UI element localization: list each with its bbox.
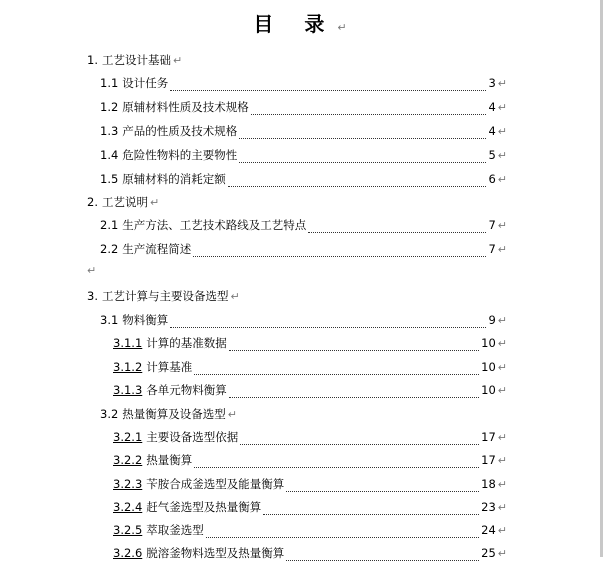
paragraph-mark-icon: ↵ [497,77,507,90]
toc-entry[interactable] [113,545,507,561]
toc-entry-label: 热量衡算及设备选型 [122,407,226,421]
dot-leader [286,481,479,492]
dot-leader [206,527,479,538]
toc-entry-page-number: 17 [481,430,496,444]
page-title: 目 录↵ [253,12,347,36]
toc-entry-label: 萃取釜选型 [146,523,204,537]
paragraph-mark-icon: ↵ [497,501,507,514]
toc-entry[interactable] [113,359,507,375]
toc-entry-number: 2.1 [100,218,119,232]
toc-entry-page-number: 7 [488,242,496,256]
toc-entry-page-number: 25 [481,546,496,560]
toc-entry-number: 3.1 [100,313,119,327]
dot-leader [308,222,486,233]
dot-leader [229,340,479,351]
toc-entry-label: 产品的性质及技术规格 [122,124,238,138]
paragraph-mark-icon: ↵ [172,54,183,67]
toc-entry-label: 原辅材料的消耗定额 [122,172,226,186]
toc-entry[interactable] [87,194,159,210]
toc-entry-label: 计算基准 [146,360,193,374]
paragraph-mark-icon: ↵ [497,149,507,162]
toc-entry-page-number: 17 [481,453,496,467]
paragraph-mark-icon: ↵ [497,547,507,560]
paragraph-mark-icon: ↵ [497,101,507,114]
dot-leader [194,364,479,375]
toc-entry-page-number: 6 [488,172,496,186]
toc-entry-number: 2.2 [100,242,119,256]
toc-entry-number: 1.3 [100,124,119,138]
paragraph-mark-icon: ↵ [337,21,347,34]
toc-entry-label: 原辅材料性质及技术规格 [122,100,249,114]
toc-entry-label: 主要设备选型依据 [146,430,239,444]
paragraph-mark-icon: ↵ [497,219,507,232]
toc-entry-label: 生产方法、工艺技术路线及工艺特点 [122,218,307,232]
toc-entry-page-number: 4 [488,100,496,114]
paragraph-mark-icon: ↵ [497,384,507,397]
toc-entry-number: 1.1 [100,76,119,90]
toc-entry-page-number: 24 [481,523,496,537]
toc-entry-page-number: 10 [481,360,496,374]
toc-entry[interactable] [87,52,182,68]
toc-entry[interactable] [100,217,507,233]
toc-entry[interactable] [113,452,507,468]
toc-entry-label: 设计任务 [122,76,169,90]
toc-entry-number: 1.5 [100,172,119,186]
paragraph-mark-icon: ↵ [87,264,97,277]
toc-entry-number: 1.2 [100,100,119,114]
toc-entry-number: 3.2.1 [113,430,143,444]
dot-leader [193,246,486,257]
toc-entry-label: 工艺说明 [101,195,148,209]
toc-entry-page-number: 10 [481,336,496,350]
dot-leader [239,128,486,139]
toc-entry-label: 赶气釜选型及热量衡算 [146,500,262,514]
toc-entry-number: 2. [87,195,98,209]
toc-entry-number: 3.2.2 [113,453,143,467]
paragraph-mark-icon: ↵ [149,196,160,209]
toc-entry-number: 3.1.2 [113,360,143,374]
toc-entry-label: 脱溶釜物料选型及热量衡算 [146,546,285,560]
paragraph-mark-icon: ↵ [497,454,507,467]
toc-entry[interactable] [100,99,507,115]
toc-entry-label: 工艺设计基础 [101,53,171,67]
paragraph-mark-icon: ↵ [497,431,507,444]
dot-leader [286,550,479,561]
paragraph-mark-icon: ↵ [497,361,507,374]
toc-entry-label: 生产流程简述 [122,242,192,256]
toc-entry-page-number: 10 [481,383,496,397]
toc-entry[interactable] [100,123,507,139]
paragraph-mark-icon: ↵ [497,173,507,186]
toc-entry-number: 1.4 [100,148,119,162]
paragraph-mark-icon: ↵ [497,478,507,491]
toc-entry-page-number: 5 [488,148,496,162]
toc-entry[interactable] [100,241,507,257]
toc-entry[interactable] [113,499,507,515]
toc-entry-number: 1. [87,53,98,67]
paragraph-mark-icon: ↵ [497,337,507,350]
toc-entry[interactable] [100,312,507,328]
dot-leader [170,317,486,328]
toc-entry[interactable] [113,476,507,492]
toc-entry[interactable] [100,406,507,422]
dot-leader [228,176,487,187]
toc-entry-label: 物料衡算 [122,313,169,327]
dot-leader [240,434,479,445]
paragraph-mark-icon: ↵ [497,125,507,138]
toc-entry-number: 3.2.4 [113,500,143,514]
paragraph-mark-icon: ↵ [497,314,507,327]
toc-entry-page-number: 7 [488,218,496,232]
toc-entry-number: 3.2.5 [113,523,143,537]
toc-entry-label: 计算的基准数据 [146,336,227,350]
dot-leader [194,457,479,468]
toc-entry[interactable] [100,171,507,187]
toc-entry-label: 热量衡算 [146,453,193,467]
toc-entry-number: 3.2.3 [113,477,143,491]
toc-entry-page-number: 9 [488,313,496,327]
toc-entry-label: 危险性物料的主要物性 [122,148,238,162]
dot-leader [263,504,479,515]
toc-entry[interactable] [113,429,507,445]
toc-entry[interactable] [113,382,507,398]
toc-entry[interactable] [100,75,507,91]
paragraph-mark-icon: ↵ [230,290,240,303]
toc-entry-page-number: 23 [481,500,496,514]
toc-entry-number: 3. [87,289,98,303]
toc-entry-number: 3.2.6 [113,546,143,560]
toc-entry[interactable] [113,335,507,351]
toc-entry[interactable] [87,288,240,304]
toc-entry-label: 各单元物料衡算 [146,383,227,397]
dot-leader [229,387,479,398]
toc-entry-label: 工艺计算与主要设备选型 [101,289,229,303]
toc-entry[interactable] [113,522,507,538]
toc-entry-number: 3.1.1 [113,336,143,350]
toc-entry-page-number: 4 [488,124,496,138]
toc-entry-label: 苄胺合成釜选型及能量衡算 [146,477,285,491]
dot-leader [239,152,486,163]
paragraph-mark-icon: ↵ [497,243,507,256]
toc-entry[interactable] [100,147,507,163]
dot-leader [170,80,486,91]
paragraph-mark-icon: ↵ [227,408,238,421]
toc-entry-number: 3.2 [100,407,119,421]
toc-entry-page-number: 3 [488,76,496,90]
toc-entry-page-number: 18 [481,477,496,491]
dot-leader [251,104,487,115]
paragraph-mark-icon: ↵ [497,524,507,537]
toc-entry-number: 3.1.3 [113,383,143,397]
